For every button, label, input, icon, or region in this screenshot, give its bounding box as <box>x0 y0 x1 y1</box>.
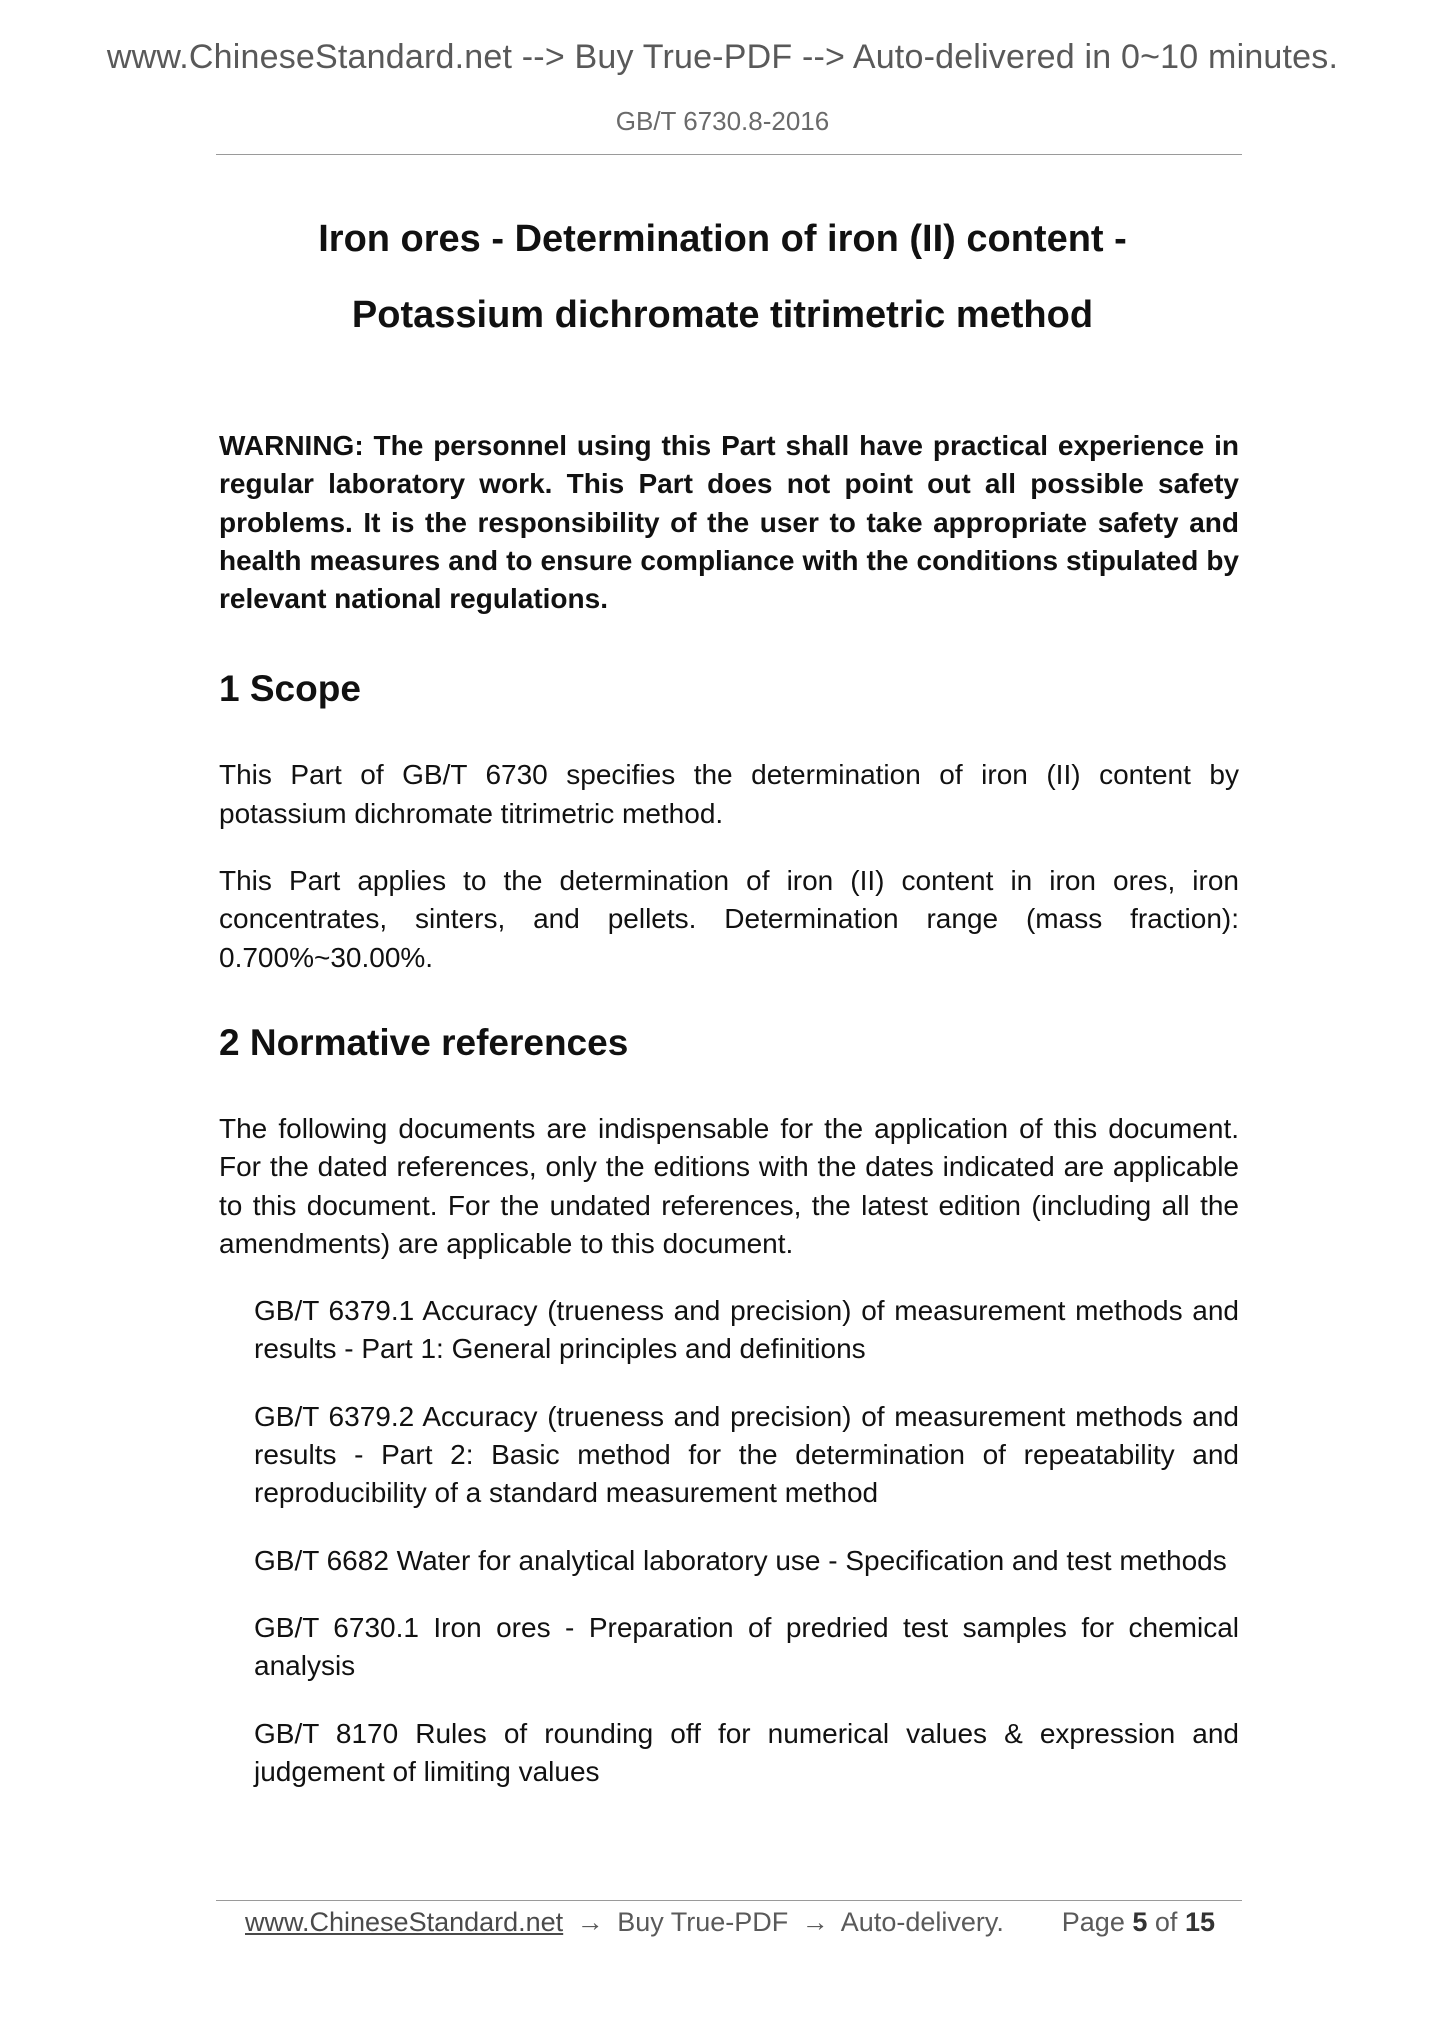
footer-delivery-text: Auto-delivery. <box>840 1907 1004 1937</box>
standard-code: GB/T 6730.8-2016 <box>615 106 830 136</box>
reference-item: GB/T 6730.1 Iron ores - Preparation of predried test samples for chemical analysis <box>254 1611 1239 1682</box>
site-banner: www.ChineseStandard.net --> Buy True-PDF --> Auto-delivered in 0~10 minutes. <box>106 38 1339 76</box>
reference-item: GB/T 8170 Rules of rounding off for numerical values & expression and judgement of limiting values <box>254 1717 1239 1787</box>
reference-list <box>219 1292 1239 1791</box>
right-arrow-icon: → <box>801 1907 829 1937</box>
warning-notice: WARNING: The personnel using this Part shall have practical experience in regular laboratory work. This Part does not point out all possible safety problems. It is the responsibility of the user to take appropriate safety and health measures and to ensure compliance with the conditions stipulated by relevant national regulations. <box>219 430 1239 615</box>
document-title-line-2: Potassium dichromate titrimetric method <box>351 294 1094 336</box>
scope-paragraph: This Part applies to the determination of iron (II) content in iron ores, iron concentrates, sinters, and pellets. Determination range (mass fraction): 0.700%~30.00%. <box>219 865 1239 973</box>
page-total: 15 <box>1184 1907 1215 1937</box>
header-divider <box>216 154 1242 155</box>
footer-site-link[interactable]: www.ChineseStandard.net <box>245 1907 564 1937</box>
document-body <box>219 427 1239 1791</box>
page-of: of <box>1154 1907 1178 1937</box>
reference-item: GB/T 6682 Water for analytical laboratory use - Specification and test methods <box>254 1544 1227 1576</box>
normative-intro: The following documents are indispensable for the application of this document. For the dated references, only the editions with the dates indicated are applicable to this document. For the undated references, the latest edition (including all the amendments) are applicable to this document. <box>219 1112 1239 1259</box>
reference-item: GB/T 6379.2 Accuracy (trueness and precision) of measurement methods and results - Part 2: Basic method for the determination of repeatability and reproducibility of a standard measurement method <box>254 1400 1239 1509</box>
right-arrow-icon: → <box>576 1907 604 1937</box>
page-indicator <box>1062 1902 1215 1942</box>
scope-paragraph: This Part of GB/T 6730 specifies the determination of iron (II) content by potassium dichromate titrimetric method. <box>219 759 1239 829</box>
reference-item: GB/T 6379.1 Accuracy (trueness and precision) of measurement methods and results - Part 1: General principles and definitions <box>254 1295 1239 1365</box>
section-heading-normative-references: 2 Normative references <box>219 1021 629 1063</box>
page-label: Page <box>1061 1907 1125 1937</box>
page-footer <box>245 1902 1215 1942</box>
footer-buy-text: Buy True-PDF <box>617 1907 789 1937</box>
footer-divider <box>216 1900 1242 1901</box>
page-current: 5 <box>1132 1907 1148 1937</box>
section-heading-scope: 1 Scope <box>219 668 361 710</box>
document-title-line-1: Iron ores - Determination of iron (II) content - <box>318 218 1127 260</box>
